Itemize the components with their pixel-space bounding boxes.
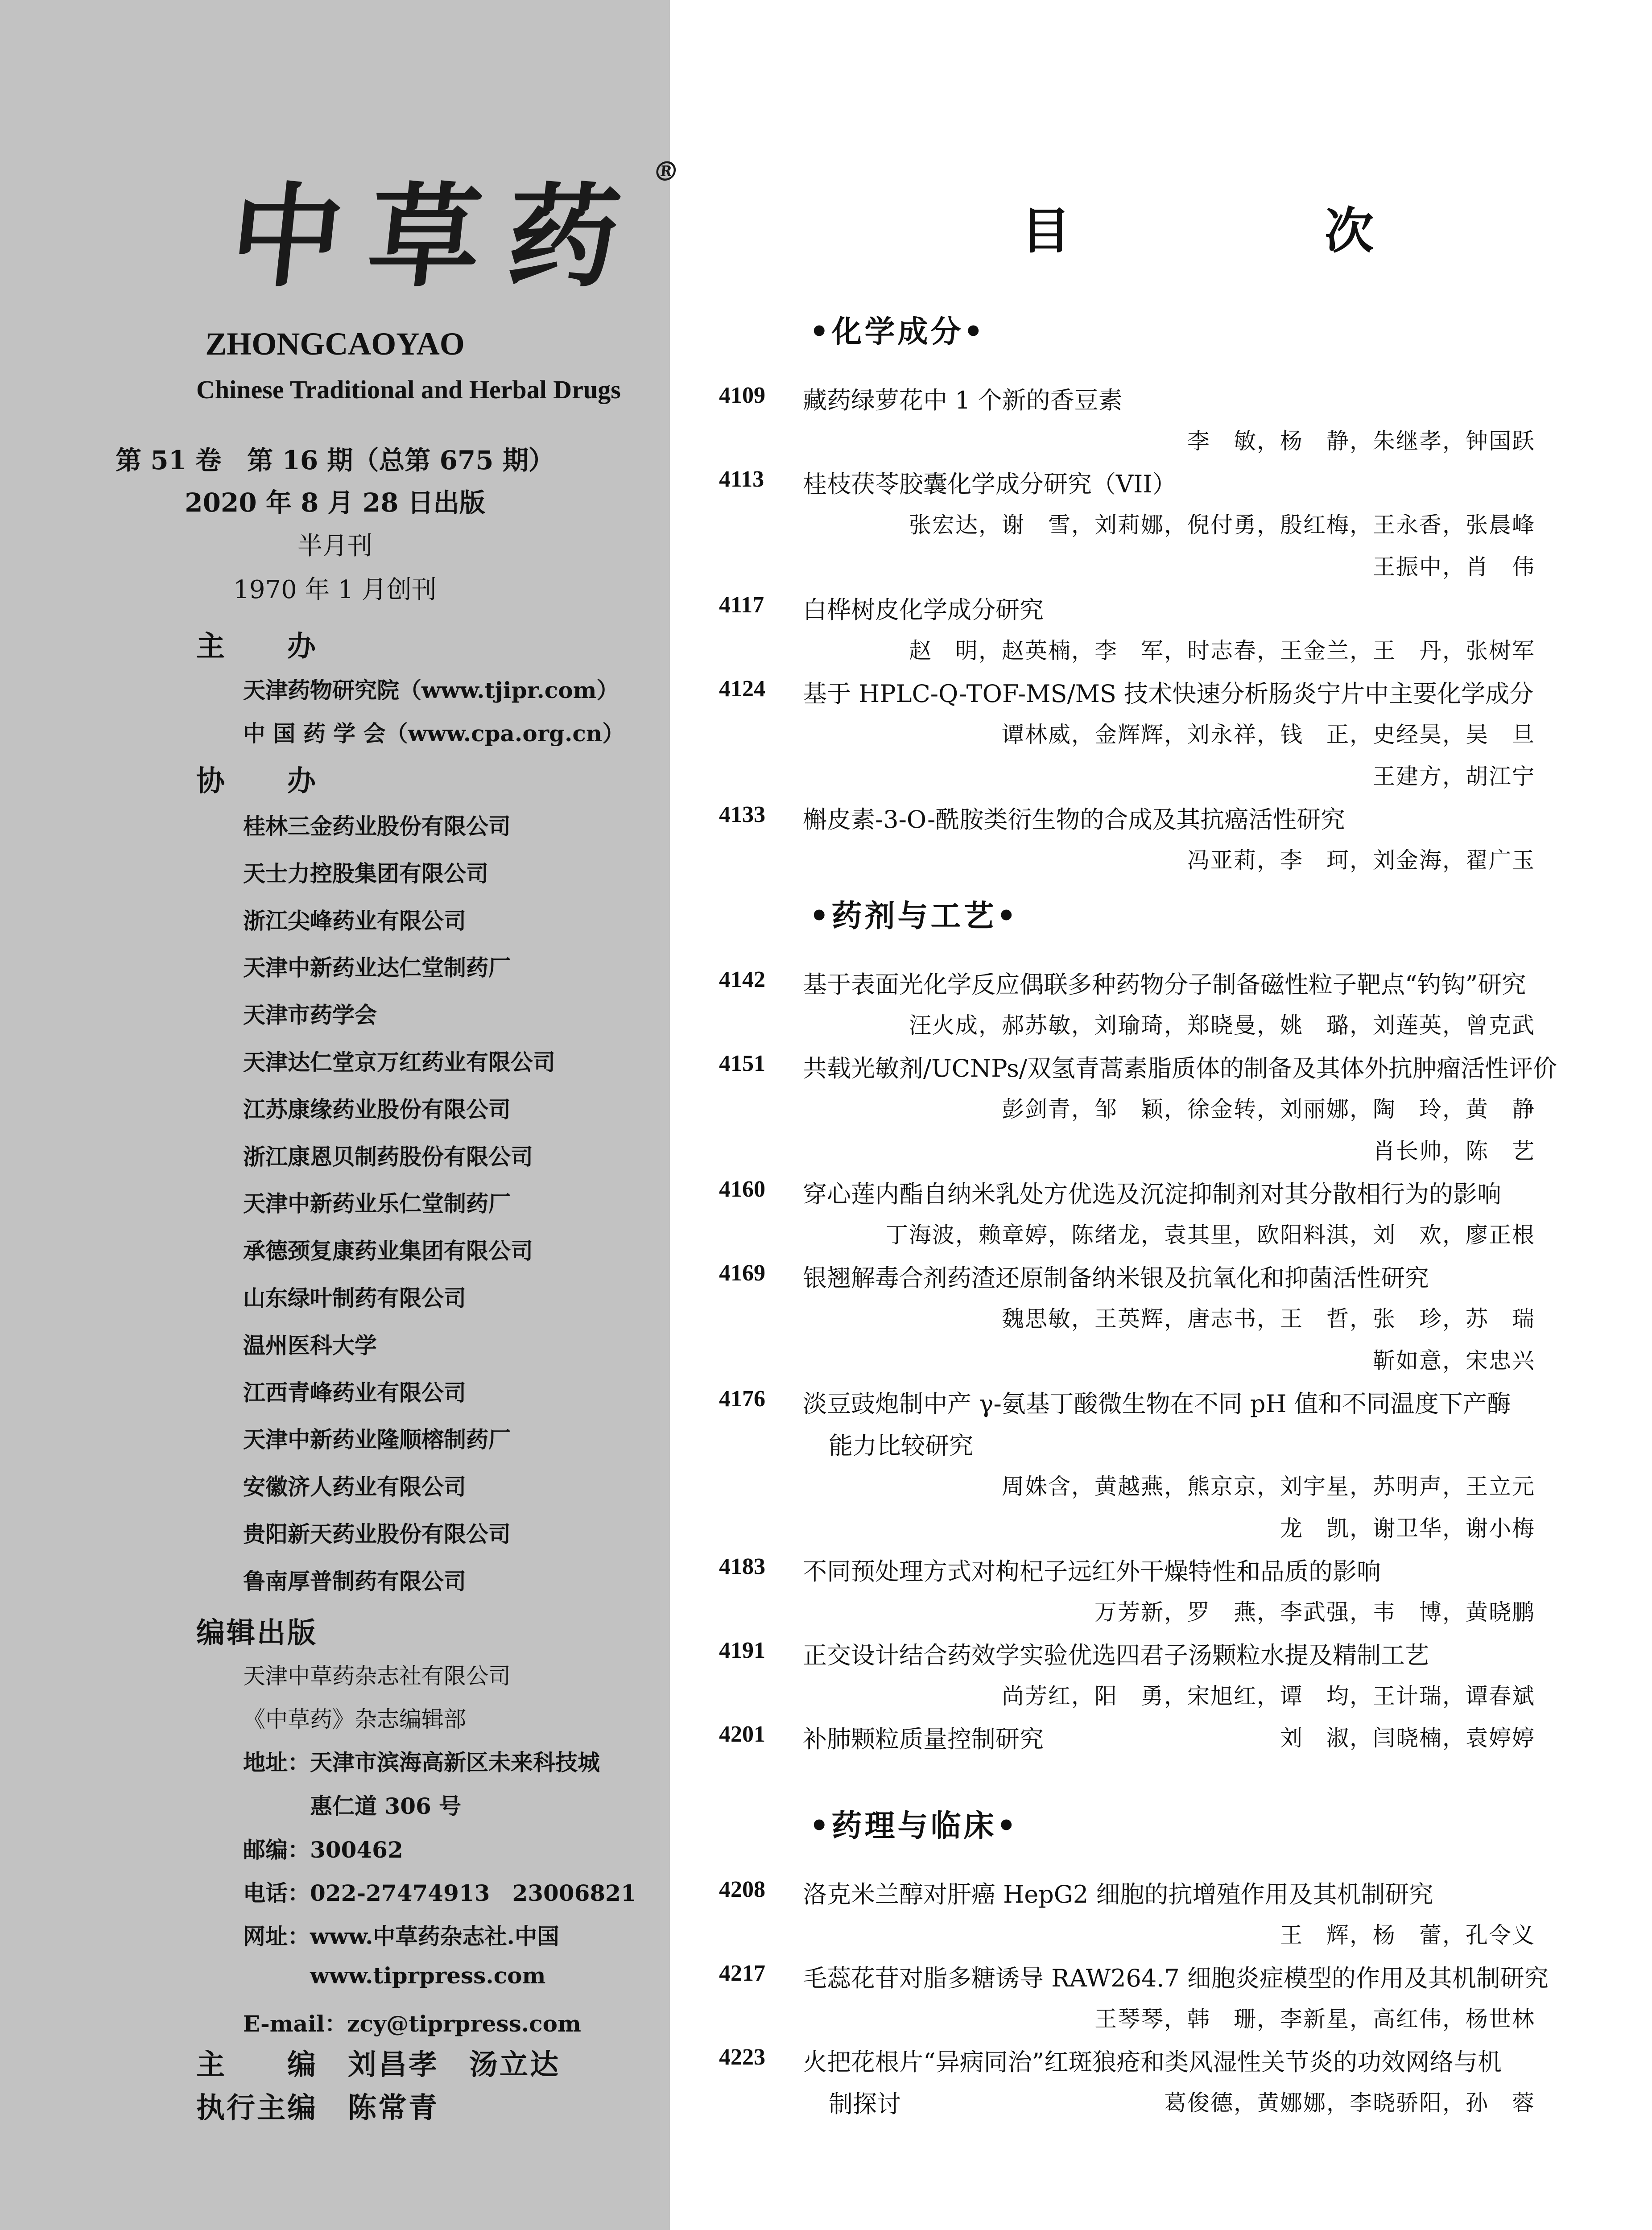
toc-article-authors: 万芳新，罗 燕，李武强，韦 博，黄晓鹏 (1094, 1599, 1535, 1625)
toc-article-authors: 赵 明，赵英楠，李 军，时志春，王金兰，王 丹，张树军 (909, 638, 1535, 664)
toc-section-heading: •药剂与工艺• (809, 898, 1019, 934)
co-sponsor-item: 温州医科大学 (243, 1332, 377, 1359)
toc-article-authors: 李 敏，杨 静，朱继孝，钟国跃 (1187, 428, 1535, 454)
journal-logo: 中草药® (224, 156, 681, 302)
co-sponsor-item: 天津中新药业隆顺榕制药厂 (243, 1426, 511, 1453)
publish-date: 2020 年 8 月 28 日出版 (185, 487, 485, 518)
publisher-label: 编辑出版 (196, 1616, 318, 1650)
toc-section-heading: •药理与临床• (809, 1808, 1019, 1844)
toc-article-authors: 龙 凯，谢卫华，谢小梅 (1280, 1516, 1535, 1541)
toc-page-number: 4160 (719, 1177, 765, 1202)
toc-page-number: 4183 (719, 1554, 765, 1579)
toc-article-title[interactable]: 不同预处理方式对枸杞子远红外干燥特性和品质的影响 (803, 1557, 1381, 1586)
publisher-dept: 《中草药》杂志编辑部 (243, 1706, 466, 1732)
co-sponsor-item: 安徽济人药业有限公司 (243, 1474, 466, 1500)
publisher-postcode: 邮编：300462 (243, 1837, 403, 1863)
toc-title: 目 次 (1021, 202, 1476, 260)
toc-article-authors: 汪火成，郝苏敏，刘瑜琦，郑晓曼，姚 璐，刘莲英，曾克武 (909, 1012, 1535, 1038)
toc-section-heading: •化学成分• (809, 314, 986, 350)
toc-article-title[interactable]: 银翘解毒合剂药渣还原制备纳米银及抗氧化和抑菌活性研究 (803, 1264, 1429, 1292)
toc-page-number: 4217 (719, 1961, 765, 1986)
toc-article-authors: 刘 淑，闫晓楠，袁婷婷 (1280, 1725, 1535, 1751)
co-sponsor-item: 鲁南厚普制药有限公司 (243, 1568, 466, 1594)
co-sponsor-item: 桂林三金药业股份有限公司 (243, 813, 511, 839)
toc-article-authors: 王振中，肖 伟 (1373, 554, 1535, 580)
toc-page-number: 4142 (719, 967, 765, 992)
toc-article-title[interactable]: 洛克米兰醇对肝癌 HepG2 细胞的抗增殖作用及其机制研究 (803, 1880, 1433, 1908)
registered-mark: ® (651, 156, 681, 187)
toc-page-number: 4109 (719, 383, 765, 408)
toc-article-authors: 张宏达，谢 雪，刘莉娜，倪付勇，殷红梅，王永香，张晨峰 (909, 512, 1535, 538)
co-sponsor-item: 山东绿叶制药有限公司 (243, 1285, 466, 1311)
toc-article-title[interactable]: 制探讨 (829, 2090, 901, 2118)
publisher-email: E-mail：zcy@tiprpress.com (243, 2011, 581, 2037)
sponsor-item: 天津药物研究院（www.tjipr.com） (243, 677, 619, 703)
toc-page-number: 4208 (719, 1877, 765, 1902)
toc-article-authors: 彭剑青，邹 颖，徐金转，刘丽娜，陶 玲，黄 静 (1002, 1096, 1535, 1122)
toc-article-title[interactable]: 淡豆豉炮制中产 γ-氨基丁酸微生物在不同 pH 值和不同温度下产酶 (803, 1390, 1511, 1418)
toc-article-title[interactable]: 火把花根片“异病同治”红斑狼疮和类风湿性关节炎的功效网络与机 (803, 2048, 1502, 2076)
toc-page-number: 4113 (719, 467, 764, 492)
co-sponsor-item: 贵阳新天药业股份有限公司 (243, 1521, 511, 1547)
toc-article-authors: 王 辉，杨 蕾，孔令义 (1280, 1922, 1535, 1948)
chief-editor: 主 编 刘昌孝 汤立达 (196, 2048, 560, 2081)
toc-article-authors: 丁海波，赖章婷，陈绪龙，袁其里，欧阳料淇，刘 欢，廖正根 (886, 1222, 1535, 1248)
frequency: 半月刊 (297, 532, 372, 561)
journal-english-name: Chinese Traditional and Herbal Drugs (196, 375, 621, 404)
toc-page-number: 4176 (719, 1386, 765, 1412)
toc-article-title[interactable]: 穿心莲内酯自纳米乳处方优选及沉淀抑制剂对其分散相行为的影响 (803, 1180, 1501, 1208)
co-sponsor-item: 承德颈复康药业集团有限公司 (243, 1238, 533, 1264)
toc-article-authors: 冯亚莉，李 珂，刘金海，翟广玉 (1187, 847, 1535, 873)
toc-article-authors: 谭林威，金辉辉，刘永祥，钱 正，史经昊，吴 旦 (1002, 722, 1535, 747)
toc-article-title[interactable]: 基于 HPLC-Q-TOF-MS/MS 技术快速分析肠炎宁片中主要化学成分 (803, 680, 1534, 708)
sponsor-label: 主 办 (196, 630, 318, 663)
toc-article-authors: 魏思敏，王英辉，唐志书，王 哲，张 珍，苏 瑞 (1002, 1306, 1535, 1332)
co-sponsor-item: 江苏康缘药业股份有限公司 (243, 1096, 511, 1123)
co-sponsor-item: 浙江康恩贝制药股份有限公司 (243, 1143, 533, 1170)
toc-page-number: 4124 (719, 676, 765, 702)
co-sponsor-item: 天津市药学会 (243, 1002, 377, 1028)
toc-article-authors: 周姝含，黄越燕，熊京京，刘宇星，苏明声，王立元 (1002, 1474, 1535, 1499)
co-sponsor-label: 协 办 (196, 764, 318, 798)
publisher-address-cont: 惠仁道 306 号 (310, 1793, 462, 1819)
co-sponsor-item: 天津中新药业乐仁堂制药厂 (243, 1190, 511, 1217)
toc-page-number: 4151 (719, 1051, 765, 1076)
toc-article-authors: 王建方，胡江宁 (1373, 764, 1535, 789)
toc-article-title[interactable]: 藏药绿萝花中 1 个新的香豆素 (803, 386, 1123, 414)
toc-article-title[interactable]: 槲皮素-3-O-酰胺类衍生物的合成及其抗癌活性研究 (803, 805, 1345, 834)
founded-date: 1970 年 1 月创刊 (233, 575, 437, 604)
publisher-website: 网址：www.中草药杂志社.中国 (243, 1923, 559, 1949)
toc-article-title[interactable]: 桂枝茯苓胶囊化学成分研究（VII） (803, 470, 1177, 498)
toc-page-number: 4133 (719, 802, 765, 827)
sidebar-panel (0, 0, 681, 2230)
toc-article-title[interactable]: 白桦树皮化学成分研究 (803, 596, 1044, 624)
publisher-company: 天津中草药杂志社有限公司 (243, 1663, 511, 1689)
toc-article-authors: 尚芳红，阳 勇，宋旭红，谭 均，王计瑞，谭春斌 (1002, 1683, 1535, 1709)
publisher-website-cont: www.tiprpress.com (310, 1962, 546, 1989)
toc-page-number: 4223 (719, 2044, 765, 2070)
journal-pinyin: ZHONGCAOYAO (205, 326, 465, 362)
toc-page-number: 4191 (719, 1638, 765, 1663)
toc-page-number: 4169 (719, 1260, 765, 1286)
publisher-address: 地址：天津市滨海高新区未来科技城 (243, 1749, 600, 1776)
toc-page-number: 4117 (719, 592, 764, 618)
toc-article-authors: 靳如意，宋忠兴 (1373, 1348, 1535, 1374)
toc-page-number: 4201 (719, 1722, 765, 1747)
toc-article-title[interactable]: 基于表面光化学反应偶联多种药物分子制备磁性粒子靶点“钓钩”研究 (803, 970, 1526, 999)
co-sponsor-item: 天士力控股集团有限公司 (243, 860, 488, 887)
toc-article-title[interactable]: 毛蕊花苷对脂多糖诱导 RAW264.7 细胞炎症模型的作用及其机制研究 (803, 1964, 1549, 1992)
co-sponsor-item: 天津中新药业达仁堂制药厂 (243, 954, 511, 981)
toc-article-title[interactable]: 共载光敏剂/UCNPs/双氢青蒿素脂质体的制备及其体外抗肿瘤活性评价 (803, 1054, 1557, 1082)
publisher-phone: 电话：022-27474913 23006821 (243, 1880, 636, 1906)
toc-article-title[interactable]: 正交设计结合药效学实验优选四君子汤颗粒水提及精制工艺 (803, 1641, 1429, 1669)
co-sponsor-item: 浙江尖峰药业有限公司 (243, 907, 466, 934)
toc-article-authors: 王琴琴，韩 珊，李新星，高红伟，杨世林 (1094, 2006, 1535, 2032)
co-sponsor-item: 天津达仁堂京万红药业有限公司 (243, 1049, 555, 1075)
co-sponsor-item: 江西青峰药业有限公司 (243, 1379, 466, 1406)
toc-article-title[interactable]: 能力比较研究 (829, 1432, 973, 1460)
toc-article-title[interactable]: 补肺颗粒质量控制研究 (803, 1725, 1044, 1753)
sponsor-item: 中 国 药 学 会（www.cpa.org.cn） (243, 720, 625, 747)
toc-article-authors: 葛俊德，黄娜娜，李晓骄阳，孙 蓉 (1164, 2090, 1535, 2116)
volume-issue: 第 51 卷 第 16 期（总第 675 期） (116, 445, 554, 475)
toc-article-authors: 肖长帅，陈 艺 (1373, 1138, 1535, 1164)
executive-editor: 执行主编 陈常青 (196, 2091, 439, 2125)
